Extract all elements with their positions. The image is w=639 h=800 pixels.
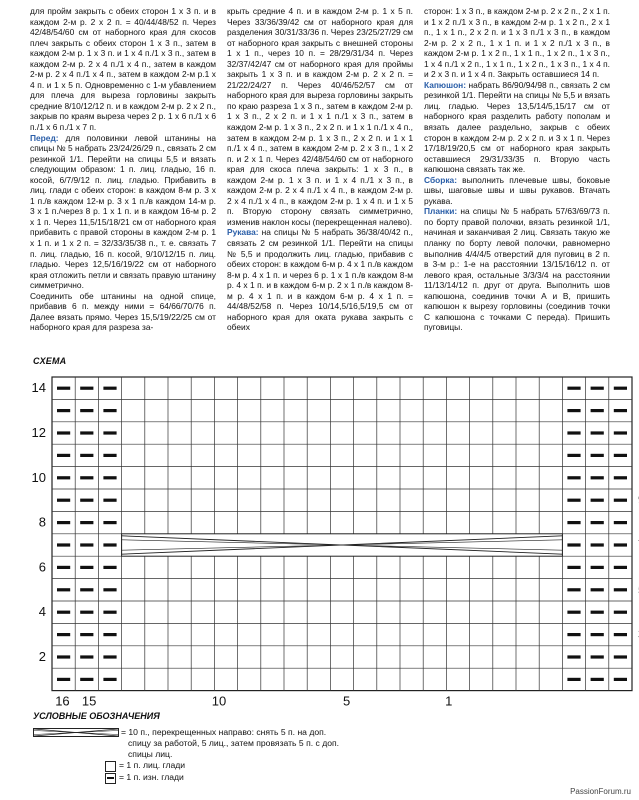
purl-mark [591, 633, 604, 636]
purl-mark [80, 588, 93, 591]
purl-mark [614, 409, 627, 412]
paragraph-text: крыть средние 4 п. и в каждом 2-м р. 1 х 5 п. Через 33/36/39/42 см от наборного края для разделения 30/31/33/36 п. Через 23/25/27/29 см от наборного края закрыть с внешней стороны 1 х 1 п., через 10 п. = 28/29/31/34 п. Через 32/37/42/47 см от наборного края для проймы закрыть 1 х 3 п. и в каждом 2-м р. 2 х 2 п. = 21/22/24/27 п. Через 40/46/52/57 см от наборного края для выреза горловины закрыть по краю разреза 1 х 3 п., затем в каждом 2-м р. 1 х 3 п., 2 х 2 п. и 1 х 1 п./1 х 3 п., затем в каждом 2-м р. 1 х 3 п., 2 х 2 п. и 1 х 1 п./1 х 4 п., затем в каждом 2-м р. 1 х 3 п., 2 х 2 п. и 1 х 1 п./1 х 4 п., затем в каждом 2-м р. 2 х 3 п., 1 х 2 п. и 2 х 1 п. Через 42/48/54/60 см от наборного края для скоса плеча закрыть: 1 х 3 п., в каждом 2-м р. 1 х 3 п. и 1 х 4 п./1 х 3 п., в каждом 2-м р. 2 х 4 п./1 х 4 п., в каждом 2-м р. 2 х 4 п./1 х 4 п., в каждом 2-м р. 1 х 4 п. и 1 х 5 п. Вторую сторону связать симметрично, изменив наклон косы (перекрещенная налево). [227, 6, 413, 227]
purl-mark [103, 476, 116, 479]
purl-mark [57, 454, 70, 457]
purl-mark [103, 409, 116, 412]
purl-mark [80, 454, 93, 457]
row-label-left: 2 [38, 649, 46, 664]
purl-mark [591, 678, 604, 681]
purl-mark [614, 387, 627, 390]
purl-mark [591, 588, 604, 591]
paragraph-text: на спицы № 5 набрать 36/38/40/42 п., связать 2 см резинкой 1/1. Перейти на спицы № 5,5 и продолжить лиц. гладью, прибавив с обеих сторон: в каждом 6-м р. 4 х 1 п./в каждом 8-м р. 4 х 1 п. и через 6 р. 1 х 1 п./в каждом 8-м р. 4 х 1 п. и в каждом 6-м р. 2 х 1 п./в каждом 8-м р. 4 х 1 п. и в каждом 6-м р. 4 х 1 п. = 44/48/52/58 п. Через 10/14,5/16,5/19,5 см от наборного края для оката рукава закрыть с обеих [227, 227, 413, 333]
purl-mark [591, 431, 604, 434]
purl-mark [591, 454, 604, 457]
column-label: 15 [81, 693, 97, 709]
purl-mark [614, 521, 627, 524]
purl-mark [614, 476, 627, 479]
purl-mark [80, 409, 93, 412]
purl-mark [80, 476, 93, 479]
purl-mark [567, 476, 580, 479]
paragraph-text: выполнить плечевые швы, боковые швы, шаговые швы и швы рукавов. Втачать рукава. [424, 174, 610, 206]
column-label: 5 [343, 693, 351, 709]
purl-mark [567, 431, 580, 434]
purl-mark [567, 566, 580, 569]
purl-mark [57, 521, 70, 524]
purl-mark [80, 611, 93, 614]
purl-mark [567, 521, 580, 524]
column-label: 16 [55, 693, 70, 709]
row-label-left: 12 [31, 425, 46, 440]
purl-mark [57, 611, 70, 614]
purl-mark [591, 476, 604, 479]
purl-mark [57, 409, 70, 412]
purl-mark [567, 588, 580, 591]
purl-mark [103, 678, 116, 681]
purl-mark [567, 543, 580, 546]
purl-mark [614, 431, 627, 434]
purl-mark [614, 678, 627, 681]
knit-symbol-icon [105, 761, 116, 772]
purl-mark [567, 499, 580, 502]
cable-symbol-icon [33, 728, 119, 737]
purl-mark [591, 543, 604, 546]
purl-mark [614, 566, 627, 569]
purl-mark [57, 431, 70, 434]
purl-mark [103, 387, 116, 390]
row-label-left: 4 [38, 604, 46, 620]
purl-mark [80, 543, 93, 546]
purl-mark [57, 476, 70, 479]
purl-mark [103, 431, 116, 434]
purl-mark [57, 566, 70, 569]
legend-cable-line-2: спицу за работой, 5 лиц., затем провязать 5 п. с доп. [128, 738, 340, 748]
purl-mark [591, 566, 604, 569]
purl-mark [567, 387, 580, 390]
purl-mark [57, 543, 70, 546]
purl-mark [614, 499, 627, 502]
purl-mark [103, 633, 116, 636]
purl-mark [614, 633, 627, 636]
legend-title: УСЛОВНЫЕ ОБОЗНАЧЕНИЯ [33, 711, 160, 721]
purl-mark [591, 499, 604, 502]
purl-mark [57, 387, 70, 390]
row-label-left: 6 [38, 559, 46, 575]
legend-cable-line-1: = 10 п., перекрещенных направо: снять 5 п. на доп. [121, 727, 327, 737]
paragraph-text: набрать 86/90/94/98 п., связать 2 см резинкой 1/1. Перейти на спицы № 5,5 и вязать лиц. гладью. Через 13,5/14/5,15/17 см от наборного края разделить работу пополам и вязать далее раздельно, закрыв с обеих сторон в каждом 2-м р. 2 х 2 п. и 3 х 1 п. Через 17/18/19/20,5 см от наборного края закрыть оставшиеся 29/31/33/35 п. Вторую часть капюшона связать так же. [424, 79, 610, 175]
purl-mark [591, 655, 604, 658]
purl-mark [80, 655, 93, 658]
purl-mark [567, 633, 580, 636]
purl-mark [103, 499, 116, 502]
purl-mark [567, 409, 580, 412]
section-heading: Планки: [424, 206, 458, 217]
paragraph-text: Соединить обе штанины на одной спице, прибавив 6 п. между ними = 64/66/70/76 п. Далее вязать прямо. Через 15,5/19/22/25 см от наборного края для разреза за- [30, 290, 216, 333]
section-heading: Капюшон: [424, 79, 467, 90]
purl-mark [103, 611, 116, 614]
watermark: PassionForum.ru [570, 787, 631, 796]
column-label: 1 [445, 693, 453, 709]
schema-title: СХЕМА [33, 356, 67, 366]
purl-mark [614, 454, 627, 457]
purl-mark [80, 678, 93, 681]
purl-mark [591, 521, 604, 524]
purl-mark [57, 499, 70, 502]
purl-mark [80, 566, 93, 569]
row-label-left: 14 [31, 380, 46, 396]
paragraph-text: на спицы № 5 набрать 57/63/69/73 п. по борту правой полочки, вязать резинкой 1/1, начиная и заканчивая 2 лиц. Связать такую же планку по борту левой полочки, равномерно выполнив 4/4/4/5 отверстий для пуговиц в 2 п. в 3-м р.: 1-е на расстоянии 13/15/16/12 п. от левого края, остальные 3/3/3/4 на расстоянии 11/13/14/12 п. друг от друга. Выполнить шов капюшона, соединив точки А и В, пришить капюшон к вырезу горловины (соединив точки С капюшона с точками С переда). Пришить пуговицы. [424, 206, 610, 333]
purl-mark [80, 521, 93, 524]
purl-mark [80, 633, 93, 636]
purl-symbol-icon [105, 773, 116, 784]
purl-mark [103, 655, 116, 658]
paragraph-text: для половинки левой штанины на спицы № 5 набрать 23/24/26/29 п., связать 2 см резинкой 1/1. Перейти на спицы 5,5 и вязать следующим образом: 1 п. лиц. гладью, 16 п. косой, 6/7/9/12 п. лиц. гладью. Прибавить в лиц. глади с обеих сторон: в каждом 8-м р. 3 х 1 п./в каждом 12-м р. 3 х 1 п./в каждом 14-м р. 3 х 1 п./через 8 р. 1 х 1 п. и в каждом 16-м р. 2 х 1 п. Через 11,5/15/18/21 см от наборного края прибавить с правой стороны в каждом 2-м р. 1 х 1 п. и 1 х 2 п. = 32/33/35/38 п., т. е. связать 7 п. лиц. гладью, 16 п. косой, 9/10/12/15 п. лиц. гладью. Через 12,5/16/19/22 см от наборного края отложить петли и связать правую штанину симметрично. [30, 132, 216, 291]
purl-mark [567, 454, 580, 457]
purl-mark [57, 655, 70, 658]
section-heading: Сборка: [424, 174, 457, 185]
purl-mark [591, 611, 604, 614]
purl-mark [103, 588, 116, 591]
purl-mark [103, 543, 116, 546]
purl-mark [57, 633, 70, 636]
purl-mark [57, 678, 70, 681]
purl-mark [103, 566, 116, 569]
purl-mark [567, 655, 580, 658]
purl-mark [80, 387, 93, 390]
purl-mark [591, 409, 604, 412]
column-label: 10 [211, 693, 227, 709]
purl-mark [614, 611, 627, 614]
purl-mark [614, 655, 627, 658]
legend-cable-line-3: спицы лиц. [128, 749, 173, 759]
legend-knit: = 1 п. лиц. глади [119, 760, 186, 770]
legend-purl: = 1 п. изн. глади [119, 772, 184, 782]
purl-mark [103, 521, 116, 524]
purl-mark [80, 499, 93, 502]
paragraph-text: для пройм закрыть с обеих сторон 1 х 3 п. и в каждом 2-м р. 2 х 2 п. = 40/44/48/52 п. Через 42/48/54/60 см от наборного края для скосов плеч закрыть с обеих сторон 1 х 3 п., затем в каждом 2-м р. 1 х 3 п. и 1 х 4 п./1 х 3 п., затем в каждом 2-м р. 2 х 4 п./1 х 4 п., затем в каждом 2-м р. 2 х 4 п./1 х 4 п., затем в каждом 2-м р.1 х 4 п. и 1 х 5 п. Одновременно с 1-м убавлением для плеча для выреза горловины закрыть средние 8/10/12/12 п. и в каждом 2-м р. 2 х 2 п., закрыв по краям выреза через 2 р. 1 х 6 п./1 х 6 п./1 х 6 п./1 х 7 п. [30, 6, 216, 133]
row-label-left: 8 [38, 514, 46, 530]
purl-mark [567, 678, 580, 681]
purl-mark [80, 431, 93, 434]
row-label-left: 10 [31, 469, 46, 485]
purl-mark [614, 543, 627, 546]
purl-mark [591, 387, 604, 390]
purl-mark [57, 588, 70, 591]
section-heading: Рукава: [227, 227, 259, 238]
section-heading: Перед: [30, 132, 59, 143]
purl-mark [103, 454, 116, 457]
purl-mark [614, 588, 627, 591]
purl-mark [567, 611, 580, 614]
paragraph-text: сторон: 1 х 3 п., в каждом 2-м р. 2 х 2 п., 2 х 1 п. и 1 х 2 п./1 х 3 п., в каждом 2-м р. 1 х 2 п., 2 х 1 п., 1 х 1 п., 2 х 2 п. и 1 х 3 п./1 х 3 п., в каждом 2-м р. 2 х 2 п., 1 х 1 п. и 1 х 2 п./1 х 3 п., в каждом 2-м р. 1 х 2 п., 1 х 1 п., 1 х 2 п., 1 х 3 п., 1 х 4 п./1 х 2 п., 1 х 1 п., 1 х 2 п., 1 х 3 п., 1 х 4 п. и 2 х 3 п. и 1 х 4 п. Закрыть оставшиеся 14 п. [424, 6, 610, 80]
